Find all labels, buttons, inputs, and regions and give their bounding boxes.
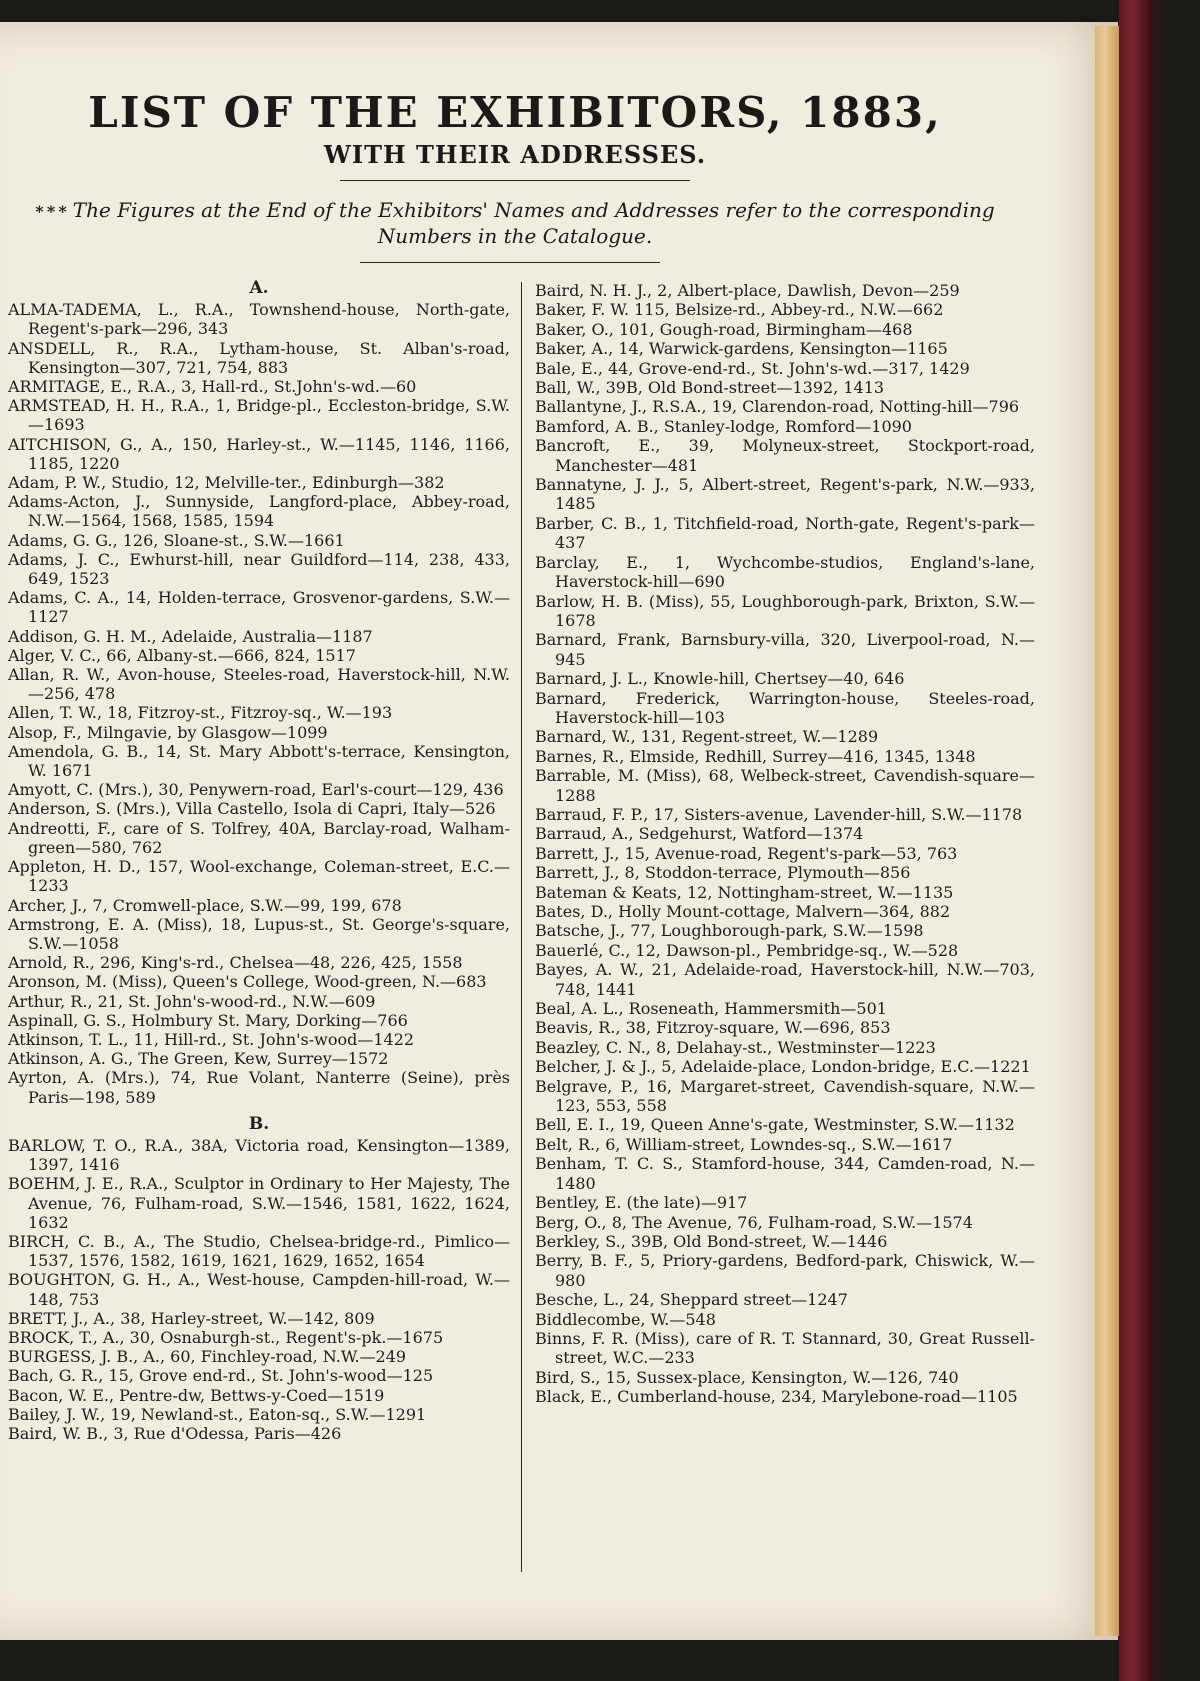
column-divider — [521, 282, 522, 1572]
exhibitor-entry: Barnes, R., Elmside, Redhill, Surrey—416, 1345, 1348 — [535, 746, 976, 766]
exhibitor-entry: Baird, W. B., 3, Rue d'Odessa, Paris—426 — [8, 1423, 342, 1443]
exhibitor-entry: Atkinson, A. G., The Green, Kew, Surrey—1572 — [8, 1049, 389, 1069]
exhibitor-entry: BIRCH, C. B., A., The Studio, Chelsea-bridge-rd., Pimlico—1537, 1576, 1582, 1619, 1621, 1629, 1652, 1654 — [8, 1231, 510, 1271]
exhibitor-entry: Berg, O., 8, The Avenue, 76, Fulham-road, S.W.—1574 — [535, 1212, 973, 1232]
exhibitor-entry: Bale, E., 44, Grove-end-rd., St. John's-wd.—317, 1429 — [535, 358, 970, 378]
exhibitor-entry: Bailey, J. W., 19, Newland-st., Eaton-sq., S.W.—1291 — [8, 1404, 427, 1424]
exhibitor-entry: Besche, L., 24, Sheppard street—1247 — [535, 1290, 848, 1310]
exhibitor-entry: BRETT, J., A., 38, Harley-street, W.—142, 809 — [8, 1308, 375, 1328]
exhibitor-entry: Arthur, R., 21, St. John's-wood-rd., N.W.—609 — [8, 991, 376, 1011]
catalogue-note — [0, 198, 1030, 249]
exhibitor-entry: Bancroft, E., 39, Molyneux-street, Stockport-road, Manchester—481 — [535, 436, 1035, 475]
exhibitor-entry: AITCHISON, G., A., 150, Harley-st., W.—1145, 1146, 1166, 1185, 1220 — [8, 434, 510, 473]
exhibitor-entry: Bauerlé, C., 12, Dawson-pl., Pembridge-sq., W.—528 — [535, 940, 959, 960]
exhibitor-entry: ARMSTEAD, H. H., R.A., 1, Bridge-pl., Eccleston-bridge, S.W.—1693 — [8, 396, 510, 435]
exhibitor-entry: Barrable, M. (Miss), 68, Welbeck-street, Cavendish-square—1288 — [535, 766, 1035, 805]
exhibitor-entry: Barlow, H. B. (Miss), 55, Loughborough-park, Brixton, S.W.—1678 — [535, 591, 1035, 630]
exhibitor-entry: BROCK, T., A., 30, Osnaburgh-st., Regent's-pk.—1675 — [8, 1327, 444, 1347]
exhibitor-entry: Beazley, C. N., 8, Delahay-st., Westminster—1223 — [535, 1037, 936, 1057]
exhibitor-entry: Adams, C. A., 14, Holden-terrace, Grosvenor-gardens, S.W.—1127 — [8, 588, 510, 627]
exhibitor-entry: Beavis, R., 38, Fitzroy-square, W.—696, 853 — [535, 1018, 891, 1038]
exhibitor-entry: Barnard, Frederick, Warrington-house, Steeles-road, Haverstock-hill—103 — [535, 688, 1035, 727]
section-heading-a: A. — [249, 278, 269, 298]
exhibitor-entry: Barnard, W., 131, Regent-street, W.—1289 — [535, 727, 879, 747]
exhibitor-entry: Baird, N. H. J., 2, Albert-place, Dawlish, Devon—259 — [535, 281, 960, 300]
exhibitor-entry: Allen, T. W., 18, Fitzroy-st., Fitzroy-sq., W.—193 — [8, 703, 393, 723]
exhibitor-entry: Bacon, W. E., Pentre-dw, Bettws-y-Coed—1519 — [8, 1385, 385, 1405]
exhibitor-entry: Bannatyne, J. J., 5, Albert-street, Regent's-park, N.W.—933, 1485 — [535, 475, 1035, 514]
exhibitor-entry: Berkley, S., 39B, Old Bond-street, W.—1446 — [535, 1231, 888, 1251]
exhibitor-entry: Belt, R., 6, William-street, Lowndes-sq., S.W.—1617 — [535, 1134, 953, 1154]
exhibitor-entry: Appleton, H. D., 157, Wool-exchange, Coleman-street, E.C.—1233 — [8, 857, 510, 896]
exhibitor-entry: Arnold, R., 296, King's-rd., Chelsea—48, 226, 425, 1558 — [8, 953, 463, 973]
exhibitor-entry: Anderson, S. (Mrs.), Villa Castello, Isola di Capri, Italy—526 — [8, 799, 496, 819]
exhibitor-entry: ANSDELL, R., R.A., Lytham-house, St. Alban's-road, Kensington—307, 721, 754, 883 — [8, 338, 510, 377]
exhibitor-entry: BURGESS, J. B., A., 60, Finchley-road, N.W.—249 — [8, 1347, 407, 1367]
exhibitor-entry: Batsche, J., 77, Loughborough-park, S.W.—1598 — [535, 921, 924, 941]
exhibitor-entry: Adams-Acton, J., Sunnyside, Langford-place, Abbey-road, N.W.—1564, 1568, 1585, 1594 — [8, 492, 510, 531]
exhibitor-entry: Bayes, A. W., 21, Adelaide-road, Haverstock-hill, N.W.—703, 748, 1441 — [535, 960, 1035, 999]
entries-a — [8, 300, 510, 1107]
exhibitor-entry: Bell, E. I., 19, Queen Anne's-gate, Westminster, S.W.—1132 — [535, 1115, 1015, 1135]
exhibitor-entry: Barrett, J., 8, Stoddon-terrace, Plymouth—856 — [535, 863, 911, 883]
exhibitor-entry: Ball, W., 39B, Old Bond-street—1392, 1413 — [535, 378, 885, 398]
exhibitor-entry: Addison, G. H. M., Adelaide, Australia—1187 — [8, 626, 373, 646]
left-column — [8, 279, 510, 1443]
note-asterisks: * * * — [35, 202, 67, 221]
exhibitor-entry: Benham, T. C. S., Stamford-house, 344, Camden-road, N.—1480 — [535, 1154, 1035, 1193]
right-column — [535, 281, 1035, 1407]
entries-right — [535, 281, 1035, 1407]
page-title: LIST OF THE EXHIBITORS, 1883, — [88, 88, 942, 137]
note-rule — [360, 262, 660, 263]
exhibitor-entry: Barraud, A., Sedgehurst, Watford—1374 — [535, 824, 864, 844]
exhibitor-entry: Atkinson, T. L., 11, Hill-rd., St. John's-wood—1422 — [8, 1029, 415, 1049]
exhibitor-entry: Adam, P. W., Studio, 12, Melville-ter., Edinburgh—382 — [8, 473, 445, 493]
exhibitor-entry: Allan, R. W., Avon-house, Steeles-road, Haverstock-hill, N.W.—256, 478 — [8, 665, 510, 704]
section-heading-b: B. — [248, 1113, 270, 1134]
exhibitor-entry: Bateman & Keats, 12, Nottingham-street, W.—1135 — [535, 882, 954, 902]
title-rule — [340, 180, 690, 181]
exhibitor-entry: Adams, J. C., Ewhurst-hill, near Guildford—114, 238, 433, 649, 1523 — [8, 549, 510, 589]
exhibitor-entry: ARMITAGE, E., R.A., 3, Hall-rd., St.John's-wd.—60 — [8, 377, 417, 397]
exhibitor-entry: Biddlecombe, W.—548 — [535, 1309, 716, 1329]
exhibitor-entry: Bates, D., Holly Mount-cottage, Malvern—364, 882 — [535, 902, 951, 921]
exhibitor-entry: Amyott, C. (Mrs.), 30, Penywern-road, Earl's-court—129, 436 — [8, 780, 504, 800]
exhibitor-entry: Ballantyne, J., R.S.A., 19, Clarendon-road, Notting-hill—796 — [535, 397, 1020, 417]
exhibitor-entry: Aronson, M. (Miss), Queen's College, Wood-green, N.—683 — [8, 972, 487, 992]
exhibitor-entry: ALMA-TADEMA, L., R.A., Townshend-house, North-gate, Regent's-park—296, 343 — [8, 300, 510, 339]
exhibitor-entry: Aspinall, G. S., Holmbury St. Mary, Dorking—766 — [8, 1010, 408, 1030]
exhibitor-entry: BOUGHTON, G. H., A., West-house, Campden-hill-road, W.—148, 753 — [8, 1270, 510, 1309]
book-cover-edge — [1119, 0, 1164, 1681]
exhibitor-entry: Barber, C. B., 1, Titchfield-road, North-gate, Regent's-park—437 — [535, 513, 1035, 553]
exhibitor-entry: Alger, V. C., 66, Albany-st.—666, 824, 1517 — [8, 645, 356, 665]
exhibitor-entry: Binns, F. R. (Miss), care of R. T. Stannard, 30, Great Russell-street, W.C.—233 — [535, 1328, 1035, 1368]
page-edge — [1095, 26, 1119, 1636]
exhibitor-entry: Armstrong, E. A. (Miss), 18, Lupus-st., St. George's-square, S.W.—1058 — [8, 914, 510, 953]
note-text: The Figures at the End of the Exhibitors' Names and Addresses refer to the corresponding Numbers in the Catalogue. — [72, 198, 995, 248]
exhibitor-entry: Belcher, J. & J., 5, Adelaide-place, London-bridge, E.C.—1221 — [535, 1057, 1031, 1077]
exhibitor-entry: Archer, J., 7, Cromwell-place, S.W.—99, 199, 678 — [8, 895, 402, 915]
exhibitor-entry: Andreotti, F., care of S. Tolfrey, 40A, Barclay-road, Walham-green—580, 762 — [8, 818, 510, 857]
exhibitor-entry: BOEHM, J. E., R.A., Sculptor in Ordinary to Her Majesty, The Avenue, 76, Fulham-road, S.W.—1546, 1581, 1622, 1624, 1632 — [8, 1174, 510, 1232]
exhibitor-entry: Barnard, Frank, Barnsbury-villa, 320, Liverpool-road, N.—945 — [535, 630, 1035, 669]
exhibitor-entry: Baker, O., 101, Gough-road, Birmingham—468 — [535, 319, 913, 339]
exhibitor-entry: Black, E., Cumberland-house, 234, Marylebone-road—1105 — [535, 1387, 1018, 1407]
exhibitor-entry: BARLOW, T. O., R.A., 38A, Victoria road, Kensington—1389, 1397, 1416 — [8, 1135, 510, 1175]
exhibitor-entry: Baker, A., 14, Warwick-gardens, Kensington—1165 — [535, 339, 948, 359]
exhibitor-entry: Barnard, J. L., Knowle-hill, Chertsey—40, 646 — [535, 669, 905, 689]
exhibitor-entry: Adams, G. G., 126, Sloane-st., S.W.—1661 — [8, 530, 345, 550]
exhibitor-entry: Baker, F. W. 115, Belsize-rd., Abbey-rd., N.W.—662 — [535, 300, 944, 320]
exhibitor-entry: Ayrton, A. (Mrs.), 74, Rue Volant, Nanterre (Seine), près Paris—198, 589 — [8, 1068, 510, 1107]
exhibitor-entry: Alsop, F., Milngavie, by Glasgow—1099 — [8, 722, 328, 742]
exhibitor-entry: Berry, B. F., 5, Priory-gardens, Bedford-park, Chiswick, W.—980 — [535, 1251, 1035, 1290]
exhibitor-entry: Bamford, A. B., Stanley-lodge, Romford—1090 — [535, 416, 912, 436]
exhibitor-entry: Barrett, J., 15, Avenue-road, Regent's-park—53, 763 — [535, 843, 958, 863]
exhibitor-entry: Bird, S., 15, Sussex-place, Kensington, W.—126, 740 — [535, 1367, 959, 1387]
exhibitor-entry: Barclay, E., 1, Wychcombe-studios, England's-lane, Haverstock-hill—690 — [535, 552, 1035, 592]
exhibitor-entry: Barraud, F. P., 17, Sisters-avenue, Lavender-hill, S.W.—1178 — [535, 804, 1023, 824]
entries-b — [8, 1136, 510, 1443]
exhibitor-entry: Amendola, G. B., 14, St. Mary Abbott's-terrace, Kensington, W. 1671 — [8, 741, 510, 781]
exhibitor-entry: Belgrave, P., 16, Margaret-street, Cavendish-square, N.W.—123, 553, 558 — [535, 1076, 1035, 1116]
exhibitor-entry: Bach, G. R., 15, Grove end-rd., St. John's-wood—125 — [8, 1366, 434, 1386]
exhibitor-entry: Beal, A. L., Roseneath, Hammersmith—501 — [535, 999, 887, 1019]
page-subtitle: WITH THEIR ADDRESSES. — [323, 140, 707, 169]
exhibitor-entry: Bentley, E. (the late)—917 — [535, 1193, 748, 1213]
